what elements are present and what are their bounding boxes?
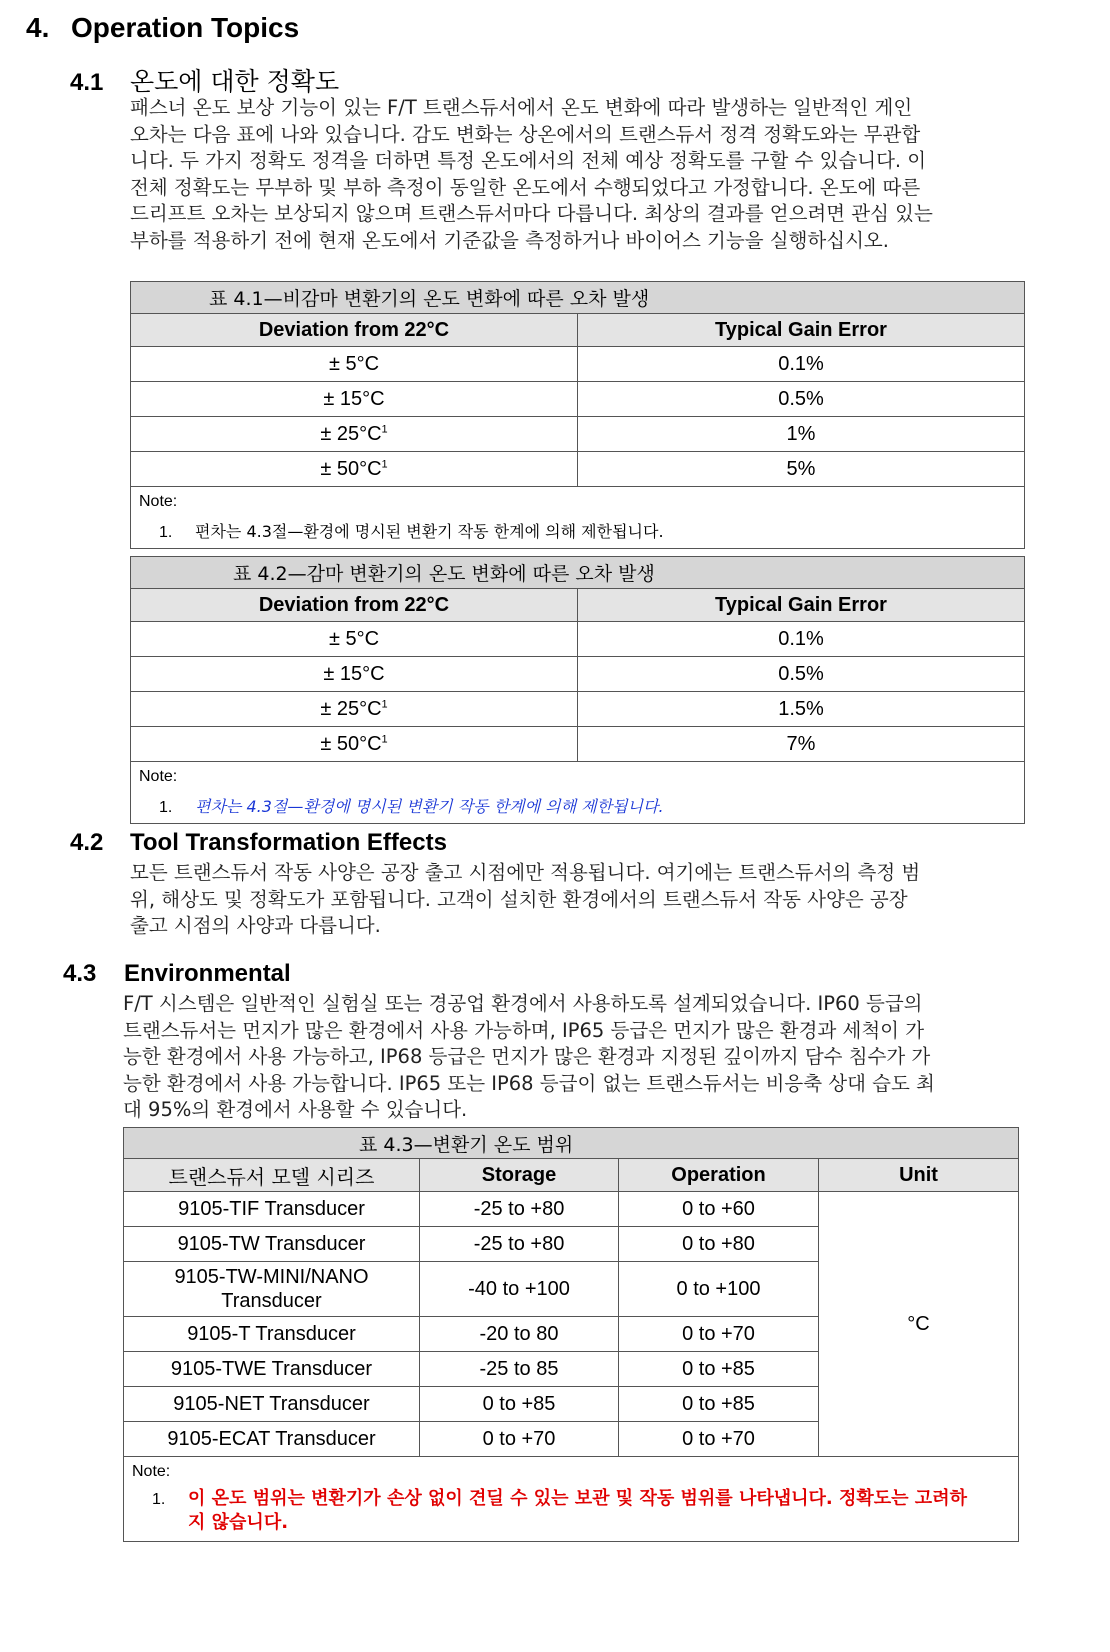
storage-cell: -20 to 80 [420,1317,619,1352]
column-header: Operation [619,1159,819,1192]
storage-cell: -25 to +80 [420,1192,619,1227]
gain-error-cell: 5% [578,452,1025,487]
paragraph-line: 니다. 두 가지 정확도 정격을 더하면 특정 온도에서의 전체 예상 정확도를 구할 수 있습니다. 이 [130,149,927,172]
paragraph-line: 능한 환경에서 사용 가능합니다. IP65 또는 IP68 등급이 없는 트랜스듀서는 비응축 상대 습도 최 [123,1071,935,1095]
table-row [131,657,1025,692]
table-4-1 [130,281,1025,549]
table-4-2 [130,556,1025,824]
gain-error-cell: 1.5% [578,692,1025,727]
column-header: Typical Gain Error [578,589,1025,622]
model-cell: 9105-T Transducer [124,1317,420,1352]
table-caption: 표 4.1—비감마 변환기의 온도 변화에 따른 오차 발생 [131,282,1025,314]
gain-error-cell: 0.5% [578,382,1025,417]
paragraph-line: 트랜스듀서는 먼지가 많은 환경에서 사용 가능하며, IP65 등급은 먼지가 많은 환경과 세척이 가 [123,1018,925,1042]
operation-cell: 0 to +85 [619,1387,819,1422]
storage-cell: 0 to +85 [420,1387,619,1422]
deviation-cell: ± $50^\circ C^1$ [131,727,578,762]
model-cell: 9105-TWE Transducer [124,1352,420,1387]
table-row [124,1192,1019,1227]
operation-cell: 0 to +70 [619,1317,819,1352]
column-header: Typical Gain Error [578,314,1025,347]
paragraph-line: 오차는 다음 표에 나와 있습니다. 감도 변화는 상온에서의 트랜스듀서 정격 정확도와는 무관합 [130,122,921,146]
storage-cell: 0 to +70 [420,1422,619,1457]
gain-error-cell: 0.1% [578,622,1025,657]
column-header: Deviation from 22°C [131,314,578,347]
column-header: 트랜스듀서 모델 시리즈 [124,1159,420,1192]
table-row [131,692,1025,727]
table-caption: 표 4.3—변환기 온도 범위 [124,1128,1019,1159]
paragraph-line: 전체 정확도는 무부하 및 부하 측정이 동일한 온도에서 수행되었다고 가정합니다. 온도에 따른 [130,175,921,199]
paragraph-line: 능한 환경에서 사용 가능하고, IP68 등급은 먼지가 많은 환경과 지정된 깊이까지 담수 침수가 가 [123,1045,931,1068]
paragraph-4-2 [130,860,1010,940]
column-header: Unit [819,1159,1019,1192]
section-title: Operation Topics [71,12,300,43]
subsection-heading-4-1: 4.1 온도에 대한 정확도 [70,67,340,96]
unit-cell: °C [819,1192,1019,1457]
note-text-cont: 지 않습니다. [188,1512,289,1533]
gain-error-cell: 0.1% [578,347,1025,382]
model-cell: 9105-TIF Transducer [124,1192,420,1227]
deviation-cell: ± 15°C [131,382,578,417]
table-note: Note: 1. 이 온도 범위는 변환기가 손상 없이 견딜 수 있는 보관 및 작동 범위를 나타냅니다. 정확도는 고려하 지 않습니다. [124,1457,1019,1542]
model-cell: 9105-ECAT Transducer [124,1422,420,1457]
paragraph-line: 패스너 온도 보상 기능이 있는 F/T 트랜스듀서에서 온도 변화에 따라 발생하는 일반적인 게인 [130,96,913,119]
paragraph-line: 모든 트랜스듀서 작동 사양은 공장 출고 시점에만 적용됩니다. 여기에는 트랜스듀서의 측정 범 [130,861,921,884]
model-cell: 9105-TW Transducer [124,1227,420,1262]
gain-error-cell: 1% [578,417,1025,452]
table-note: Note: 1. 편차는 4.3절—환경에 명시된 변환기 작동 한계에 의해 제한됩니다. [131,762,1025,824]
operation-cell: 0 to +85 [619,1352,819,1387]
model-cell: 9105-TW-MINI/NANO Transducer [124,1262,420,1317]
paragraph-line: 드리프트 오차는 보상되지 않으며 트랜스듀서마다 다릅니다. 최상의 결과를 얻으려면 관심 있는 [130,202,933,225]
table-note: Note: 1. 편차는 4.3절—환경에 명시된 변환기 작동 한계에 의해 제한됩니다. [131,487,1025,549]
table-4-3 [123,1127,1019,1542]
operation-cell: 0 to +100 [619,1262,819,1317]
storage-cell: -40 to +100 [420,1262,619,1317]
note-text: 이 온도 범위는 변환기가 손상 없이 견딜 수 있는 보관 및 작동 범위를 나타냅니다. 정확도는 고려하 [188,1488,967,1509]
table-caption: 표 4.2—감마 변환기의 온도 변화에 따른 오차 발생 [131,557,1025,589]
column-header: Deviation from 22°C [131,589,578,622]
deviation-cell: ± $25^\circ C^1$ [131,417,578,452]
note-text: 편차는 4.3절—환경에 명시된 변환기 작동 한계에 의해 제한됩니다. [195,797,664,816]
table-row [131,347,1025,382]
table-row [131,452,1025,487]
paragraph-4-3 [123,991,1008,1124]
section-heading [26,12,299,44]
deviation-cell: ± $25^\circ C^1$ [131,692,578,727]
operation-cell: 0 to +70 [619,1422,819,1457]
subsection-heading-4-2: 4.2 Tool Transformation Effects [70,829,447,856]
operation-cell: 0 to +80 [619,1227,819,1262]
paragraph-line: F/T 시스템은 일반적인 실험실 또는 경공업 환경에서 사용하도록 설계되었습니다. IP60 등급의 [123,992,923,1015]
paragraph-line: 부하를 적용하기 전에 현재 온도에서 기준값을 측정하거나 바이어스 기능을 실행하십시오. [130,228,889,252]
storage-cell: -25 to 85 [420,1352,619,1387]
deviation-cell: ± 5°C [131,622,578,657]
operation-cell: 0 to +60 [619,1192,819,1227]
deviation-cell: ± $50^\circ C^1$ [131,452,578,487]
model-cell: 9105-NET Transducer [124,1387,420,1422]
note-text: 편차는 4.3절—환경에 명시된 변환기 작동 한계에 의해 제한됩니다. [195,522,664,541]
gain-error-cell: 7% [578,727,1025,762]
column-header: Storage [420,1159,619,1192]
section-number: 4. [26,12,50,43]
paragraph-line: 출고 시점의 사양과 다릅니다. [130,914,381,937]
gain-error-cell: 0.5% [578,657,1025,692]
paragraph-4-1 [130,95,1010,254]
paragraph-line: 대 95%의 환경에서 사용할 수 있습니다. [123,1098,468,1121]
table-row [131,622,1025,657]
storage-cell: -25 to +80 [420,1227,619,1262]
paragraph-line: 위, 해상도 및 정확도가 포함됩니다. 고객이 설치한 환경에서의 트랜스듀서 작동 사양은 공장 [130,887,908,911]
table-row [131,727,1025,762]
table-row [131,417,1025,452]
deviation-cell: ± 15°C [131,657,578,692]
subsection-heading-4-3: 4.3 Environmental [63,960,291,987]
table-row [131,382,1025,417]
deviation-cell: ± 5°C [131,347,578,382]
